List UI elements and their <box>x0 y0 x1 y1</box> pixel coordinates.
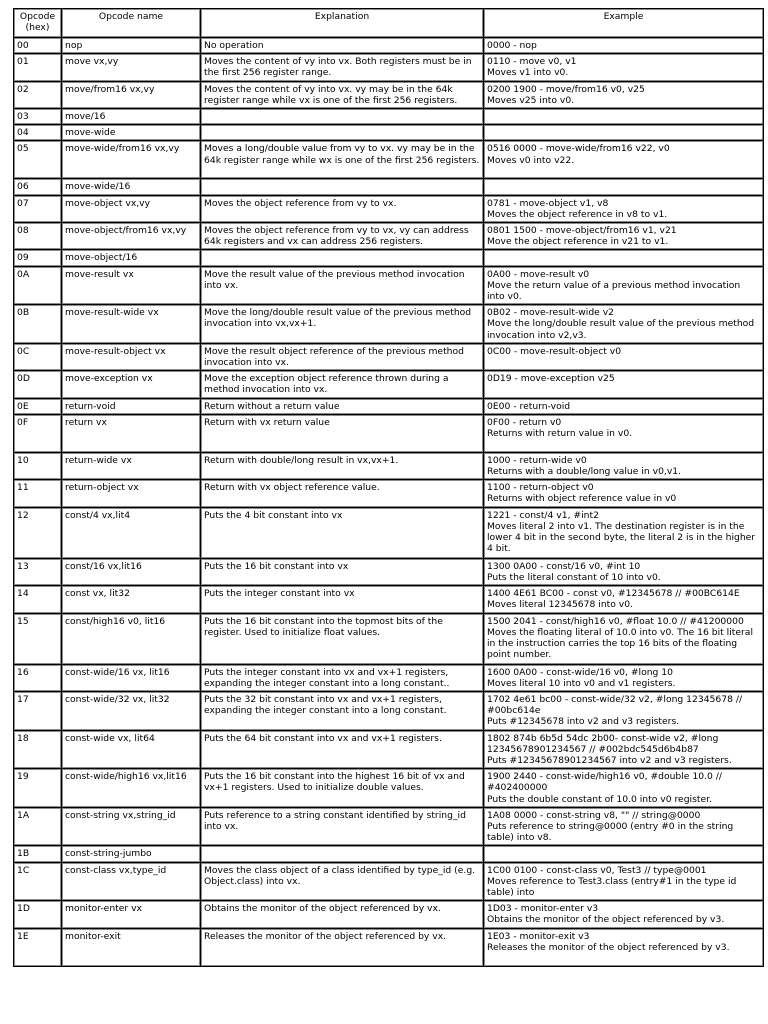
cell-opcode-name <box>62 507 201 558</box>
cell-opcode-name <box>62 613 201 664</box>
cell-explanation-text: Moves the object reference from vy to vx, vy can address 64k registers and vx can address 256 registers. <box>204 225 469 248</box>
table-row <box>14 664 764 691</box>
cell-explanation <box>201 928 484 966</box>
cell-opcode <box>14 613 62 664</box>
cell-opcode <box>14 81 62 108</box>
cell-example <box>484 452 764 479</box>
cell-opcode <box>14 507 62 558</box>
cell-explanation <box>201 507 484 558</box>
cell-opcode-name <box>62 414 201 452</box>
cell-example-text: 1000 - return-wide v0 Returns with a double/long value in v0,v1. <box>487 454 682 478</box>
cell-opcode-name <box>62 586 201 613</box>
cell-explanation <box>201 305 484 344</box>
cell-example <box>484 928 764 966</box>
cell-opcode-text: 01 <box>17 56 29 68</box>
cell-explanation <box>201 343 484 370</box>
cell-opcode-name-text: move/16 <box>65 111 106 123</box>
cell-opcode-name-text: const-class vx,type_id <box>65 864 167 876</box>
cell-opcode-text: 1C <box>17 864 30 876</box>
cell-example-text: 0A00 - move-result v0 Move the return value of a previous method invocation into v0. <box>487 268 741 303</box>
cell-explanation-text: Puts the 64 bit constant into vx and vx+1 registers. <box>204 732 442 744</box>
cell-explanation-text: Puts the 16 bit constant into the topmost bits of the register. Used to initialize float values. <box>204 615 443 638</box>
cell-example <box>484 846 764 862</box>
opcode-table <box>13 8 764 967</box>
cell-opcode-name <box>62 901 201 928</box>
cell-opcode <box>14 730 62 769</box>
cell-opcode-text: 0B <box>17 307 30 319</box>
table-row <box>14 305 764 344</box>
cell-opcode-name-text: move-wide <box>65 127 116 139</box>
cell-opcode <box>14 558 62 585</box>
cell-opcode <box>14 305 62 344</box>
cell-opcode-text: 16 <box>17 666 29 678</box>
table-row <box>14 371 764 398</box>
table-row <box>14 414 764 452</box>
cell-opcode-name-text: const/16 vx,lit16 <box>65 560 142 572</box>
cell-opcode-name <box>62 398 201 414</box>
cell-example-text: 0781 - move-object v1, v8 Moves the object reference in v8 to v1. <box>487 197 668 220</box>
cell-example <box>484 586 764 613</box>
cell-explanation <box>201 586 484 613</box>
cell-example-text: 0B02 - move-result-wide v2 Move the long/double result value of the previous method invocation into v2,v3. <box>487 307 755 341</box>
cell-explanation-text: Puts reference to a string constant identified by string_id into vx. <box>204 809 466 832</box>
cell-explanation <box>201 398 484 414</box>
table-row <box>14 901 764 928</box>
cell-example-text: 1221 - const/4 v1, #int2 Moves literal 2 into v1. The destination register is in the lower 4 bit in the second byte, the literal 2 is in the higher 4 bit. <box>487 509 756 555</box>
cell-example <box>484 664 764 691</box>
cell-opcode <box>14 109 62 125</box>
cell-opcode-text: 1D <box>17 903 30 915</box>
cell-explanation <box>201 691 484 730</box>
table-row <box>14 179 764 195</box>
cell-opcode <box>14 691 62 730</box>
cell-example <box>484 480 764 507</box>
cell-example <box>484 223 764 250</box>
table-row <box>14 398 764 414</box>
cell-opcode-text: 0C <box>17 345 30 357</box>
cell-explanation <box>201 730 484 769</box>
cell-opcode-name <box>62 81 201 108</box>
cell-opcode <box>14 141 62 179</box>
cell-example <box>484 54 764 81</box>
cell-opcode <box>14 125 62 141</box>
table-row <box>14 558 764 585</box>
cell-opcode <box>14 846 62 862</box>
cell-opcode-text: 0A <box>17 268 30 280</box>
cell-opcode-name-text: const-string-jumbo <box>65 848 152 860</box>
cell-opcode-name <box>62 691 201 730</box>
cell-opcode-text: 02 <box>17 83 29 95</box>
cell-opcode <box>14 414 62 452</box>
cell-example-text: 1D03 - monitor-enter v3 Obtains the monitor of the object referenced by v3. <box>487 903 725 926</box>
cell-opcode-name-text: nop <box>65 40 83 51</box>
table-header <box>14 9 764 38</box>
cell-example <box>484 507 764 558</box>
cell-opcode-name <box>62 862 201 901</box>
cell-opcode <box>14 38 62 54</box>
cell-explanation <box>201 109 484 125</box>
table-row <box>14 691 764 730</box>
cell-opcode-name-text: const-wide/high16 vx,lit16 <box>65 771 187 783</box>
cell-opcode-name-text: move-result vx <box>65 268 134 280</box>
cell-explanation <box>201 480 484 507</box>
cell-example-text: 1600 0A00 - const-wide/16 v0, #long 10 Moves literal 10 into v0 and v1 registers. <box>487 666 676 689</box>
cell-opcode-name-text: move/from16 vx,vy <box>65 83 155 95</box>
cell-example <box>484 807 764 846</box>
cell-opcode <box>14 452 62 479</box>
cell-explanation <box>201 223 484 250</box>
cell-explanation <box>201 371 484 398</box>
cell-explanation-text: Moves the content of vy into vx. Both registers must be in the first 256 register range. <box>204 56 472 79</box>
cell-opcode-text: 07 <box>17 197 29 209</box>
cell-example-text: 0801 1500 - move-object/from16 v1, v21 Move the object reference in v21 to v1. <box>487 225 677 248</box>
cell-example-text: 1500 2041 - const/high16 v0, #float 10.0 // #41200000 Moves the floating literal of 10.0 into v0. The 16 bit literal in the instruction carries the top 16 bits of the floating point number. <box>487 615 753 661</box>
cell-example-text: 0110 - move v0, v1 Moves v1 into v0. <box>487 56 577 79</box>
cell-explanation <box>201 846 484 862</box>
cell-opcode-name-text: move-result-object vx <box>65 345 166 357</box>
cell-example-text: 1702 4e61 bc00 - const-wide/32 v2, #long 12345678 // #00bc614e Puts #12345678 into v2 and v3 registers. <box>487 693 743 728</box>
cell-opcode-text: 13 <box>17 560 29 572</box>
cell-opcode <box>14 398 62 414</box>
cell-explanation-text: Releases the monitor of the object referenced by vx. <box>204 930 447 942</box>
cell-explanation-text: Move the result value of the previous method invocation into vx. <box>204 268 465 291</box>
cell-example-text: 0F00 - return v0 Returns with return value in v0. <box>487 416 633 440</box>
table-row <box>14 38 764 54</box>
cell-opcode-text: 05 <box>17 143 29 155</box>
cell-opcode-text: 03 <box>17 111 29 123</box>
cell-example <box>484 730 764 769</box>
cell-opcode-name <box>62 305 201 344</box>
table-row <box>14 54 764 81</box>
cell-example <box>484 613 764 664</box>
cell-explanation-text: Moves the object reference from vy to vx. <box>204 197 397 209</box>
cell-opcode-name <box>62 846 201 862</box>
cell-opcode-name <box>62 558 201 585</box>
cell-explanation-text: Return with vx return value <box>204 416 330 428</box>
cell-explanation-text: Puts the 32 bit constant into vx and vx+1 registers, expanding the integer constant into a long constant. <box>204 693 447 717</box>
cell-example <box>484 398 764 414</box>
cell-example-text: 1100 - return-object v0 Returns with object reference value in v0 <box>487 482 677 505</box>
cell-opcode-name-text: const/high16 v0, lit16 <box>65 615 166 627</box>
cell-opcode-name <box>62 452 201 479</box>
cell-example <box>484 195 764 222</box>
table-row <box>14 125 764 141</box>
header-opcode-hex: Opcode (hex) <box>14 9 62 38</box>
table-row <box>14 266 764 305</box>
cell-opcode <box>14 223 62 250</box>
cell-explanation <box>201 250 484 266</box>
cell-opcode <box>14 901 62 928</box>
cell-example-text: 1900 2440 - const-wide/high16 v0, #double 10.0 // #402400000 Puts the double constant of 10.0 into v0 register. <box>487 771 722 805</box>
cell-opcode <box>14 769 62 808</box>
table-row <box>14 928 764 966</box>
cell-example <box>484 109 764 125</box>
cell-opcode-name <box>62 807 201 846</box>
cell-opcode-name-text: move-exception vx <box>65 373 153 385</box>
table-row <box>14 195 764 222</box>
cell-opcode-name-text: return-object vx <box>65 482 139 494</box>
cell-opcode-name-text: move vx,vy <box>65 56 119 68</box>
cell-opcode-text: 12 <box>17 509 29 521</box>
cell-opcode-name-text: move-object vx,vy <box>65 197 151 209</box>
cell-opcode-name <box>62 179 201 195</box>
cell-example-text: 1A08 0000 - const-string v8, "" // string@0000 Puts reference to string@0000 (entry #0 in the string table) into v8. <box>487 809 734 844</box>
cell-opcode-text: 11 <box>17 482 29 494</box>
cell-opcode-name-text: const-string vx,string_id <box>65 809 176 821</box>
cell-opcode-text: 15 <box>17 615 29 627</box>
cell-opcode-name-text: move-object/from16 vx,vy <box>65 225 187 237</box>
cell-explanation-text: Puts the 4 bit constant into vx <box>204 509 343 521</box>
cell-opcode-text: 1A <box>17 809 30 821</box>
cell-opcode-text: 06 <box>17 181 29 193</box>
cell-opcode-name-text: const-wide/32 vx, lit32 <box>65 693 170 705</box>
cell-example-text: 0C00 - move-result-object v0 <box>487 345 622 357</box>
cell-opcode-name-text: return-void <box>65 400 116 412</box>
cell-opcode-text: 0E <box>17 400 29 412</box>
cell-opcode-text: 0D <box>17 373 30 385</box>
cell-opcode-text: 17 <box>17 693 29 705</box>
cell-explanation <box>201 38 484 54</box>
cell-opcode <box>14 54 62 81</box>
table-row <box>14 81 764 108</box>
cell-opcode-name-text: move-wide/from16 vx,vy <box>65 143 180 155</box>
cell-opcode-name <box>62 223 201 250</box>
cell-example-text: 0000 - nop <box>487 40 537 51</box>
cell-explanation-text: Obtains the monitor of the object referenced by vx. <box>204 903 441 915</box>
cell-explanation-text: Return with double/long result in vx,vx+1. <box>204 454 399 466</box>
table-body <box>14 38 764 967</box>
table-row <box>14 141 764 179</box>
cell-opcode-name-text: return vx <box>65 416 107 428</box>
table-row <box>14 223 764 250</box>
cell-example <box>484 769 764 808</box>
table-row <box>14 862 764 901</box>
cell-opcode-name <box>62 371 201 398</box>
cell-opcode-name-text: return-wide vx <box>65 454 132 466</box>
cell-explanation-text: Move the long/double result value of the previous method invocation into vx,vx+1. <box>204 307 472 330</box>
cell-explanation-text: Moves a long/double value from vy to vx. vy may be in the 64k register range while wx is one of the first 256 registers. <box>204 143 480 166</box>
cell-example-text: 1300 0A00 - const/16 v0, #int 10 Puts the literal constant of 10 into v0. <box>487 560 661 583</box>
cell-explanation-text: Moves the content of vy into vx. vy may be in the 64k register range while vx is one of the first 256 registers. <box>204 83 458 106</box>
cell-opcode-text: 1E <box>17 930 29 942</box>
cell-opcode <box>14 586 62 613</box>
table-row <box>14 613 764 664</box>
cell-opcode-name-text: const/4 vx,lit4 <box>65 509 131 521</box>
cell-opcode <box>14 371 62 398</box>
cell-opcode-name-text: const vx, lit32 <box>65 588 130 600</box>
cell-explanation <box>201 452 484 479</box>
cell-opcode-text: 1B <box>17 848 30 860</box>
cell-example-text: 1C00 0100 - const-class v0, Test3 // type@0001 Moves reference to Test3.class (entry#1 in the type id table) into <box>487 864 737 898</box>
table-row <box>14 109 764 125</box>
cell-explanation <box>201 769 484 808</box>
cell-explanation <box>201 664 484 691</box>
cell-example-text: 0516 0000 - move-wide/from16 v22, v0 Moves v0 into v22. <box>487 143 670 166</box>
table-row <box>14 343 764 370</box>
cell-example-text: 1802 874b 6b5d 54dc 2b00- const-wide v2, #long 12345678901234567 // #002bdc545d6b4b87 Puts #12345678901234567 into v2 and v3 registers. <box>487 732 732 766</box>
cell-opcode-name-text: const-wide vx, lit64 <box>65 732 155 744</box>
cell-example <box>484 250 764 266</box>
cell-opcode-text: 19 <box>17 771 29 783</box>
cell-opcode-text: 0F <box>17 416 29 428</box>
cell-opcode <box>14 266 62 305</box>
cell-explanation-text: Puts the 16 bit constant into the highest 16 bit of vx and vx+1 registers. Used to initialize double values. <box>204 771 465 794</box>
cell-explanation <box>201 414 484 452</box>
cell-opcode <box>14 928 62 966</box>
cell-explanation-text: Puts the integer constant into vx and vx+1 registers, expanding the integer constant into a long constant.. <box>204 666 450 689</box>
table-row <box>14 452 764 479</box>
cell-opcode <box>14 862 62 901</box>
cell-opcode-name <box>62 928 201 966</box>
cell-explanation <box>201 141 484 179</box>
cell-explanation <box>201 266 484 305</box>
table-row <box>14 480 764 507</box>
cell-opcode <box>14 807 62 846</box>
table-row <box>14 769 764 808</box>
cell-example <box>484 38 764 54</box>
cell-opcode-text: 10 <box>17 454 29 466</box>
cell-opcode-name <box>62 38 201 54</box>
cell-opcode-name-text: move-wide/16 <box>65 181 131 193</box>
cell-example <box>484 371 764 398</box>
cell-explanation-text: Puts the integer constant into vx <box>204 588 355 600</box>
cell-explanation <box>201 125 484 141</box>
cell-opcode-text: 14 <box>17 588 29 600</box>
cell-example <box>484 343 764 370</box>
cell-explanation-text: Move the exception object reference thrown during a method invocation into vx. <box>204 373 449 396</box>
cell-opcode-name-text: monitor-exit <box>65 930 121 942</box>
cell-opcode <box>14 179 62 195</box>
cell-opcode-name <box>62 730 201 769</box>
cell-explanation-text: Return with vx object reference value. <box>204 482 380 494</box>
table-row <box>14 250 764 266</box>
cell-explanation <box>201 195 484 222</box>
cell-opcode-name <box>62 250 201 266</box>
cell-explanation-text: Puts the 16 bit constant into vx <box>204 560 349 572</box>
cell-example-text: 0E00 - return-void <box>487 400 571 412</box>
cell-opcode-text: 00 <box>17 40 29 51</box>
cell-example-text: 0D19 - move-exception v25 <box>487 373 615 385</box>
cell-explanation <box>201 862 484 901</box>
cell-opcode-name <box>62 125 201 141</box>
cell-example <box>484 901 764 928</box>
cell-opcode <box>14 195 62 222</box>
header-opcode-name: Opcode name <box>62 9 201 38</box>
table-row <box>14 507 764 558</box>
table-row <box>14 807 764 846</box>
header-row <box>14 9 764 38</box>
cell-opcode-text: 09 <box>17 252 29 264</box>
cell-explanation <box>201 54 484 81</box>
cell-explanation <box>201 613 484 664</box>
cell-explanation-text: Move the result object reference of the previous method invocation into vx. <box>204 345 464 369</box>
cell-opcode <box>14 343 62 370</box>
cell-example <box>484 414 764 452</box>
cell-example-text: 1E03 - monitor-exit v3 Releases the monitor of the object referenced by v3. <box>487 930 730 953</box>
cell-example <box>484 558 764 585</box>
cell-opcode-name <box>62 664 201 691</box>
cell-explanation <box>201 901 484 928</box>
cell-example <box>484 179 764 195</box>
cell-opcode <box>14 250 62 266</box>
cell-example <box>484 125 764 141</box>
cell-explanation <box>201 179 484 195</box>
header-explanation: Explanation <box>201 9 484 38</box>
table-row <box>14 846 764 862</box>
cell-opcode-text: 18 <box>17 732 29 744</box>
table-row <box>14 586 764 613</box>
cell-opcode-name <box>62 54 201 81</box>
cell-example <box>484 305 764 344</box>
cell-example <box>484 266 764 305</box>
table-row <box>14 730 764 769</box>
cell-explanation-text: No operation <box>204 40 264 51</box>
cell-opcode-text: 04 <box>17 127 29 139</box>
cell-opcode-name-text: monitor-enter vx <box>65 903 142 915</box>
cell-opcode-name <box>62 109 201 125</box>
cell-opcode-name <box>62 141 201 179</box>
cell-example <box>484 81 764 108</box>
cell-explanation <box>201 558 484 585</box>
cell-explanation <box>201 807 484 846</box>
cell-opcode-name-text: move-result-wide vx <box>65 307 159 319</box>
cell-example <box>484 862 764 901</box>
cell-example <box>484 691 764 730</box>
cell-opcode-name <box>62 343 201 370</box>
cell-explanation-text: Return without a return value <box>204 400 340 412</box>
cell-opcode <box>14 480 62 507</box>
cell-example-text: 0200 1900 - move/from16 v0, v25 Moves v25 into v0. <box>487 83 645 106</box>
cell-opcode-name-text: move-object/16 <box>65 252 138 264</box>
cell-opcode-name-text: const-wide/16 vx, lit16 <box>65 666 170 678</box>
cell-opcode-name <box>62 195 201 222</box>
cell-example <box>484 141 764 179</box>
cell-explanation-text: Moves the class object of a class identified by type_id (e.g. Object.class) into vx. <box>204 864 476 887</box>
header-example: Example <box>484 9 764 38</box>
cell-opcode-name <box>62 266 201 305</box>
cell-explanation <box>201 81 484 108</box>
cell-opcode-text: 08 <box>17 225 29 237</box>
cell-opcode <box>14 664 62 691</box>
cell-example-text: 1400 4E61 BC00 - const v0, #12345678 // #00BC614E Moves literal 12345678 into v0. <box>487 588 740 611</box>
cell-opcode-name <box>62 769 201 808</box>
cell-opcode-name <box>62 480 201 507</box>
